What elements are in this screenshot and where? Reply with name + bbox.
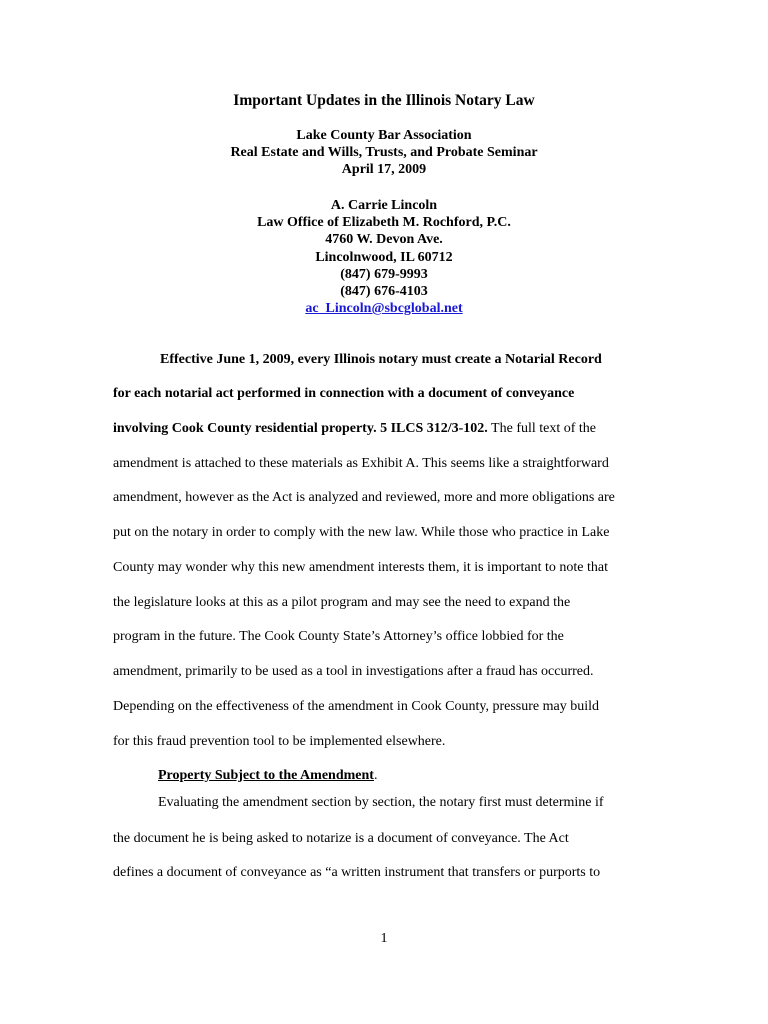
document-title: Important Updates in the Illinois Notary Law (233, 92, 535, 109)
paragraph-1-line-7: County may wonder why this new amendment interests them, it is important to note that (113, 560, 608, 575)
paragraph-2-line-2: the document he is being asked to notarize is a document of conveyance. The Act (113, 831, 569, 846)
paragraph-1-line-8: the legislature looks at this as a pilot program and may see the need to expand the (113, 595, 571, 610)
page-number: 1 (380, 931, 388, 946)
author-phone: (847) 679-9993 (340, 266, 428, 282)
paragraph-1-line-11: Depending on the effectiveness of the amendment in Cook County, pressure may build (113, 699, 600, 714)
paragraph-1-line-9: program in the future. The Cook County State’s Attorney’s office lobbied for the (113, 629, 564, 644)
paragraph-1-line-6: put on the notary in order to comply with the new law. While those who practice in Lake (113, 525, 610, 540)
seminar-date: April 17, 2009 (341, 162, 427, 178)
paragraph-1-line-1: Effective June 1, 2009, every Illinois notary must create a Notarial Record (160, 352, 602, 367)
section-heading (158, 768, 377, 784)
paragraph-1-line-3-bold: involving Cook County residential property. 5 ILCS 312/3-102. (113, 421, 488, 436)
organization-name: Lake County Bar Association (296, 128, 472, 143)
paragraph-1-line-12: for this fraud prevention tool to be implemented elsewhere. (113, 734, 446, 749)
author-firm: Law Office of Elizabeth M. Rochford, P.C. (257, 215, 511, 231)
paragraph-1-line-2: for each notarial act performed in connection with a document of conveyance (113, 386, 575, 401)
author-street: 4760 W. Devon Ave. (325, 232, 443, 248)
paragraph-1-line-3-rest: The full text of the (487, 421, 597, 436)
author-city: Lincolnwood, IL 60712 (315, 249, 453, 265)
author-name: A. Carrie Lincoln (330, 198, 438, 213)
seminar-name: Real Estate and Wills, Trusts, and Probate Seminar (230, 145, 538, 161)
paragraph-2-line-1: Evaluating the amendment section by section, the notary first must determine if (158, 795, 604, 810)
author-info (0, 197, 768, 317)
author-fax: (847) 676-4103 (340, 284, 428, 300)
seminar-info (0, 127, 768, 179)
author-email-link[interactable]: ac_Lincoln@sbcglobal.net (305, 301, 463, 317)
paragraph-1-line-4: amendment is attached to these materials as Exhibit A. This seems like a straightforward (113, 456, 609, 471)
paragraph-2-line-3: defines a document of conveyance as “a written instrument that transfers or purports to (113, 865, 601, 880)
section-heading-text: Property Subject to the Amendment (158, 768, 374, 783)
paragraph-1-line-5: amendment, however as the Act is analyzed and reviewed, more and more obligations are (113, 490, 615, 505)
paragraph-1-line-10: amendment, primarily to be used as a tool in investigations after a fraud has occurred. (113, 664, 594, 679)
paragraph-1-line-3 (113, 421, 596, 437)
section-heading-period: . (373, 768, 378, 783)
